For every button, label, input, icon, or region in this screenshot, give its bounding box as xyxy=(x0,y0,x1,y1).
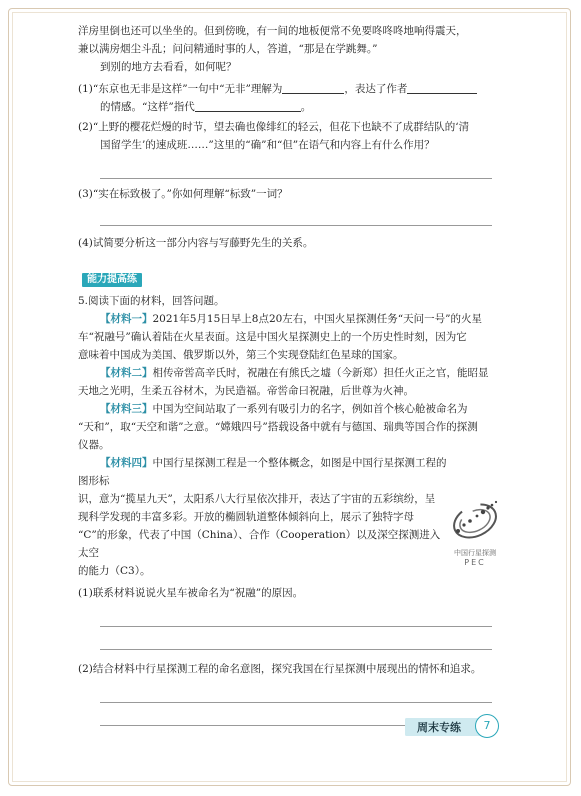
footer-label: 周末专练 xyxy=(417,721,461,734)
material-2: 【材料二】相传帝喾高辛氏时，祝融在有熊氏之墟（今新郑）担任火正之官，能昭显 xyxy=(100,367,489,379)
material-2-line: 天地之光明，生柔五谷材木，为民造福。帝喾命曰祝融，后世尊为火神。 xyxy=(78,385,414,397)
material-4-line: 的能力（C3）。 xyxy=(78,565,151,577)
question-2-cont: 国留学生’的速成班……”这里的“确”和“但”在语气和内容上有什么作用？ xyxy=(100,139,435,151)
question-3: (3)“实在标致极了。”你如何理解“标致”一词？ xyxy=(78,188,288,200)
question-4: (4)试简要分析这一部分内容与写藤野先生的关系。 xyxy=(78,237,314,249)
question-5-1: (1)联系材料说说火星车被命名为“祝融”的原因。 xyxy=(78,587,304,599)
answer-blank[interactable] xyxy=(407,81,477,94)
logo-text-zh: 中国行星探测 xyxy=(454,549,496,557)
passage-line: 到别的地方去看看，如何呢？ xyxy=(100,61,237,73)
question-2: (2)“上野的樱花烂熳的时节，望去确也像绯红的轻云，但花下也缺不了成群结队的‘清 xyxy=(78,121,470,133)
material-tag: 【材料三】 xyxy=(100,403,153,415)
pec-logo xyxy=(446,497,504,577)
question-5-stem: 5.阅读下面的材料，回答问题。 xyxy=(78,295,225,307)
material-tag: 【材料一】 xyxy=(100,313,153,325)
section-title: 能力提高练 xyxy=(82,273,142,287)
answer-line[interactable] xyxy=(100,684,492,703)
section-header xyxy=(78,270,498,288)
material-3-line: “天和”，取“天空和谐”之意。“嫦娥四号”搭载设备中就有与德国、瑞典等国合作的探测 xyxy=(78,421,478,433)
question-5-2: (2)结合材料中行星探测工程的命名意图，探究我国在行星探测中展现出的情怀和追求。 xyxy=(78,663,482,675)
page-content xyxy=(78,22,498,726)
page-footer xyxy=(405,712,515,738)
material-1: 【材料一】2021年5月15日早上8点20左右，中国火星探测任务“天问一号”的火星 xyxy=(100,313,483,325)
material-4-line: “C”的形象，代表了中国（China）、合作（Cooperation）以及深空探测进入太空 xyxy=(78,529,441,559)
material-4-line: 识，意为“揽星九天”，太阳系八大行星依次排开，表达了宇宙的五彩缤纷，呈 xyxy=(78,493,436,505)
answer-line[interactable] xyxy=(100,160,492,179)
material-tag: 【材料四】 xyxy=(100,457,153,469)
answer-blank[interactable] xyxy=(282,81,344,94)
passage-line: 兼以满房烟尘斗乱；问问精通时事的人，答道，“那是在学跳舞。” xyxy=(78,43,378,55)
passage-line: 洋房里倒也还可以坐坐的。但到傍晚，有一间的地板便常不免要咚咚咚地响得震天， xyxy=(78,25,467,37)
material-4-line: 现科学发现的丰富多彩。开放的椭圆轨道整体倾斜向上，展示了独特字母 xyxy=(78,511,414,523)
material-3: 【材料三】中国为空间站取了一系列有吸引力的名字，例如首个核心舱被命名为 xyxy=(100,403,468,415)
answer-line[interactable] xyxy=(100,631,492,650)
logo-text-en: PEC xyxy=(464,558,486,567)
material-4: 【材料四】中国行星探测工程是一个整体概念，如图是中国行星探测工程的图形标 xyxy=(78,457,447,487)
pec-logo-icon xyxy=(446,497,504,543)
material-1-line: 车“祝融号”确认着陆在火星表面。这是中国火星探测史上的一个历史性时刻，因为它 xyxy=(78,331,467,343)
material-tag: 【材料二】 xyxy=(100,367,153,379)
question-1-cont: 的情感。“这样”指代 。 xyxy=(100,101,312,113)
answer-blank[interactable] xyxy=(195,99,301,112)
page-number: 7 xyxy=(475,714,499,738)
answer-line[interactable] xyxy=(100,207,492,226)
answer-line[interactable] xyxy=(100,608,492,627)
material-3-line: 仪器。 xyxy=(78,439,110,451)
material-1-line: 意味着中国成为美国、俄罗斯以外，第三个实现登陆红色星球的国家。 xyxy=(78,349,404,361)
question-1: (1)“东京也无非是这样”一句中“无非”理解为 ，表达了作者 xyxy=(78,80,498,98)
